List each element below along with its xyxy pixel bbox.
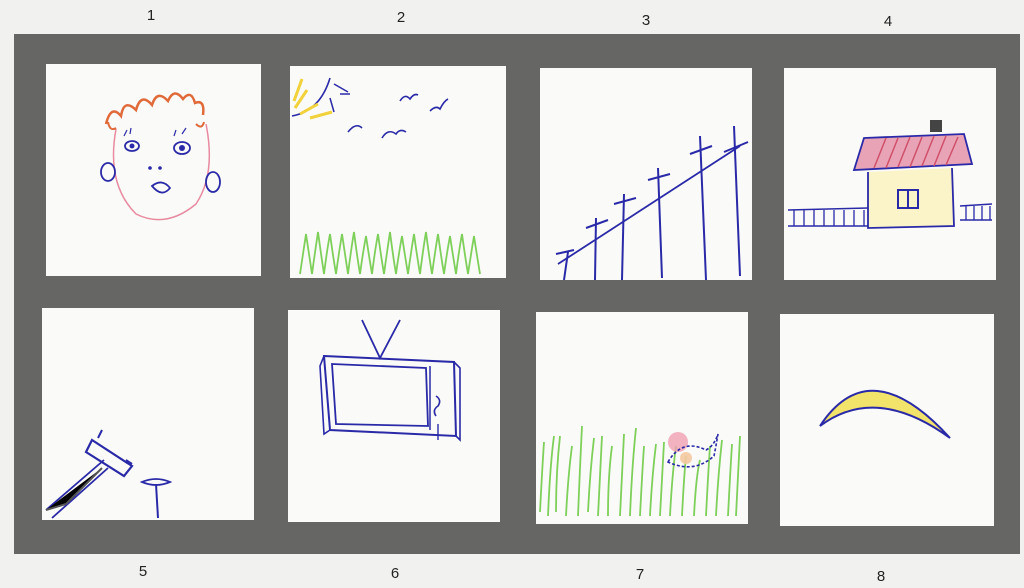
panel-5 [42, 308, 254, 520]
panel-number-7: 7 [635, 566, 645, 583]
hedgehog-grass-drawing [536, 312, 748, 524]
sun-birds-grass-drawing [290, 66, 506, 278]
panel-2 [290, 66, 506, 278]
panel-7 [536, 312, 748, 524]
crescent-moon-drawing [780, 314, 994, 526]
panel-1 [46, 64, 261, 276]
panel-number-5: 5 [138, 563, 148, 580]
panel-number-6: 6 [390, 565, 400, 582]
panel-number-1: 1 [146, 7, 156, 24]
power-poles-drawing [540, 68, 752, 280]
face-drawing [46, 64, 261, 276]
panel-number-2: 2 [396, 9, 406, 26]
television-drawing [288, 310, 500, 522]
panel-3 [540, 68, 752, 280]
panel-number-4: 4 [883, 13, 893, 30]
house-fence-drawing [784, 68, 996, 280]
panel-number-3: 3 [641, 12, 651, 29]
picture-frame-board [14, 34, 1020, 554]
panel-6 [288, 310, 500, 522]
panel-8 [780, 314, 994, 526]
panel-number-8: 8 [876, 568, 886, 585]
panel-4 [784, 68, 996, 280]
hammer-nail-drawing [42, 308, 254, 520]
